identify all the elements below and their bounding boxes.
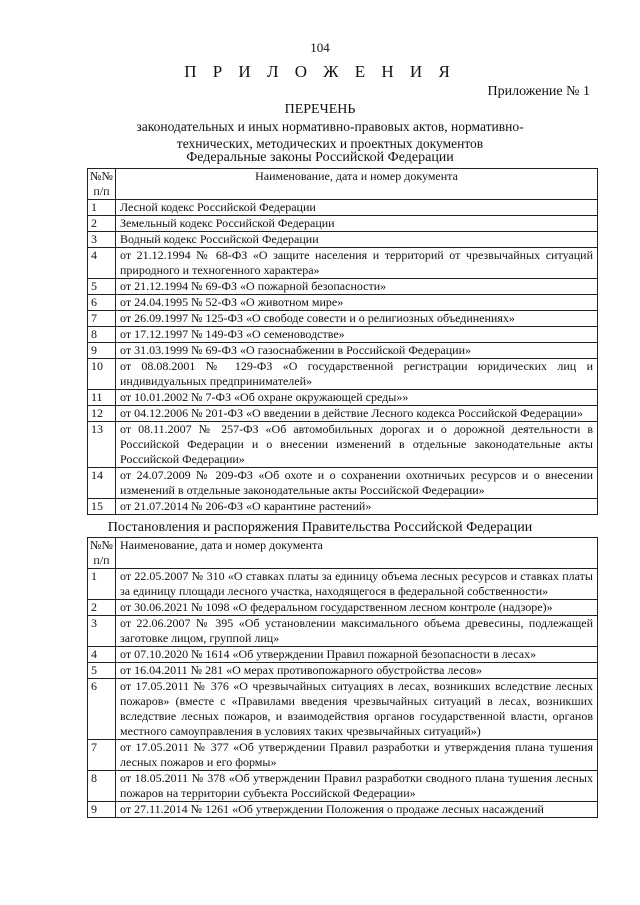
document-entry: от 07.10.2020 № 1614 «Об утверждении Правил пожарной безопасности в лесах»: [116, 647, 598, 663]
document-entry: от 31.03.1999 № 69-ФЗ «О газоснабжении в Российской Федерации»: [116, 343, 598, 359]
document-entry: от 22.05.2007 № 310 «О ставках платы за единицу объема лесных ресурсов и ставках платы за единицу площади лесного участка, находящегося в федеральной собственности»: [116, 569, 598, 600]
government-acts-table: [87, 537, 598, 818]
document-entry: от 24.04.1995 № 52-ФЗ «О животном мире»: [116, 295, 598, 311]
table-row: [88, 647, 598, 663]
column-header-name: Наименование, дата и номер документа: [116, 169, 598, 200]
table-header-row: [88, 538, 598, 569]
table-header-row: [88, 169, 598, 200]
row-number: 1: [88, 200, 116, 216]
table-row: [88, 499, 598, 515]
table-row: [88, 616, 598, 647]
table-row: [88, 343, 598, 359]
row-number: 3: [88, 232, 116, 248]
table-row: [88, 679, 598, 740]
row-number: 6: [88, 679, 116, 740]
row-number: 2: [88, 216, 116, 232]
table-row: [88, 468, 598, 499]
table-row: [88, 802, 598, 818]
row-number: 5: [88, 279, 116, 295]
table-row: [88, 406, 598, 422]
row-number: 10: [88, 359, 116, 390]
document-entry: от 21.12.1994 № 69-ФЗ «О пожарной безопасности»: [116, 279, 598, 295]
document-entry: от 27.11.2014 № 1261 «Об утверждении Положения о продаже лесных насаждений: [116, 802, 598, 818]
row-number: 7: [88, 311, 116, 327]
document-entry: от 10.01.2002 № 7-ФЗ «Об охране окружающей среды»»: [116, 390, 598, 406]
row-number: 9: [88, 802, 116, 818]
row-number: 3: [88, 616, 116, 647]
row-number: 1: [88, 569, 116, 600]
table-row: [88, 216, 598, 232]
row-number: 4: [88, 248, 116, 279]
table-row: [88, 569, 598, 600]
document-entry: от 16.04.2011 № 281 «О мерах противопожарного обустройства лесов»: [116, 663, 598, 679]
table-row: [88, 359, 598, 390]
row-number: 11: [88, 390, 116, 406]
row-number: 12: [88, 406, 116, 422]
table-row: [88, 248, 598, 279]
appendix-heading: П Р И Л О Ж Е Н И Я: [184, 62, 456, 81]
row-number: 8: [88, 771, 116, 802]
federal-laws-table: [87, 168, 598, 515]
document-entry: от 24.07.2009 № 209-ФЗ «Об охоте и о сохранении охотничьих ресурсов и о внесении изменений в отдельные законодательные акты Российской Федерации»: [116, 468, 598, 499]
federal-laws-table-body: [88, 200, 598, 515]
document-entry: от 22.06.2007 № 395 «Об установлении максимального объема древесины, подлежащей заготовке лицом, группой лиц»: [116, 616, 598, 647]
federal-laws-section-title: Федеральные законы Российской Федерации: [186, 150, 454, 165]
page-number: 104: [310, 40, 330, 55]
document-entry: Водный кодекс Российской Федерации: [116, 232, 598, 248]
row-number: 9: [88, 343, 116, 359]
document-title: ПЕРЕЧЕНЬ: [284, 102, 356, 117]
appendix-number: Приложение № 1: [487, 84, 590, 99]
table-row: [88, 232, 598, 248]
table-row: [88, 390, 598, 406]
row-number: 14: [88, 468, 116, 499]
document-entry: от 04.12.2006 № 201-ФЗ «О введении в действие Лесного кодекса Российской Федерации»: [116, 406, 598, 422]
document-entry: от 17.05.2011 № 376 «О чрезвычайных ситуациях в лесах, возникших вследствие лесных пожаров» (вместе с «Правилами введения чрезвычайных ситуаций в лесах, возникших вследствие лесных пожаров, и взаимодействия органов государственной власти, органов местного самоуправления в условиях таких чрезвычайных ситуаций»): [116, 679, 598, 740]
document-entry: от 21.12.1994 № 68-ФЗ «О защите населения и территорий от чрезвычайных ситуаций природного и техногенного характера»: [116, 248, 598, 279]
table-row: [88, 295, 598, 311]
row-number: 5: [88, 663, 116, 679]
government-acts-section-title: Постановления и распоряжения Правительства Российской Федерации: [107, 520, 533, 535]
table-row: [88, 327, 598, 343]
document-entry: от 17.12.1997 № 149-ФЗ «О семеноводстве»: [116, 327, 598, 343]
table-row: [88, 600, 598, 616]
document-entry: от 26.09.1997 № 125-ФЗ «О свободе совести и о религиозных объединениях»: [116, 311, 598, 327]
column-header-name: Наименование, дата и номер документа: [116, 538, 598, 569]
document-entry: от 18.05.2011 № 378 «Об утверждении Правил разработки сводного плана тушения лесных пожаров на территории субъекта Российской Федерации»: [116, 771, 598, 802]
document-entry: от 17.05.2011 № 377 «Об утверждении Правил разработки и утверждения плана тушения лесных пожаров и его формы»: [116, 740, 598, 771]
column-header-number: №№ п/п: [88, 538, 116, 569]
table-row: [88, 422, 598, 468]
table-row: [88, 663, 598, 679]
column-header-number: №№ п/п: [88, 169, 116, 200]
document-entry: Лесной кодекс Российской Федерации: [116, 200, 598, 216]
row-number: 4: [88, 647, 116, 663]
document-entry: от 08.11.2007 № 257-ФЗ «Об автомобильных дорогах и о дорожной деятельности в Российской Федерации и о внесении изменений в отдельные законодательные акты Российской Федерации»: [116, 422, 598, 468]
row-number: 2: [88, 600, 116, 616]
row-number: 7: [88, 740, 116, 771]
table-row: [88, 279, 598, 295]
row-number: 13: [88, 422, 116, 468]
document-subtitle: законодательных и иных нормативно-правовых актов, нормативно-технических, методических и проектных документов: [136, 119, 524, 151]
document-entry: от 21.07.2014 № 206-ФЗ «О карантине растений»: [116, 499, 598, 515]
table-row: [88, 771, 598, 802]
government-acts-table-body: [88, 569, 598, 818]
row-number: 8: [88, 327, 116, 343]
table-row: [88, 200, 598, 216]
document-entry: от 30.06.2021 № 1098 «О федеральном государственном лесном контроле (надзоре)»: [116, 600, 598, 616]
table-row: [88, 740, 598, 771]
table-row: [88, 311, 598, 327]
document-entry: от 08.08.2001 № 129-ФЗ «О государственной регистрации юридических лиц и индивидуальных предпринимателей»: [116, 359, 598, 390]
row-number: 6: [88, 295, 116, 311]
document-entry: Земельный кодекс Российской Федерации: [116, 216, 598, 232]
row-number: 15: [88, 499, 116, 515]
